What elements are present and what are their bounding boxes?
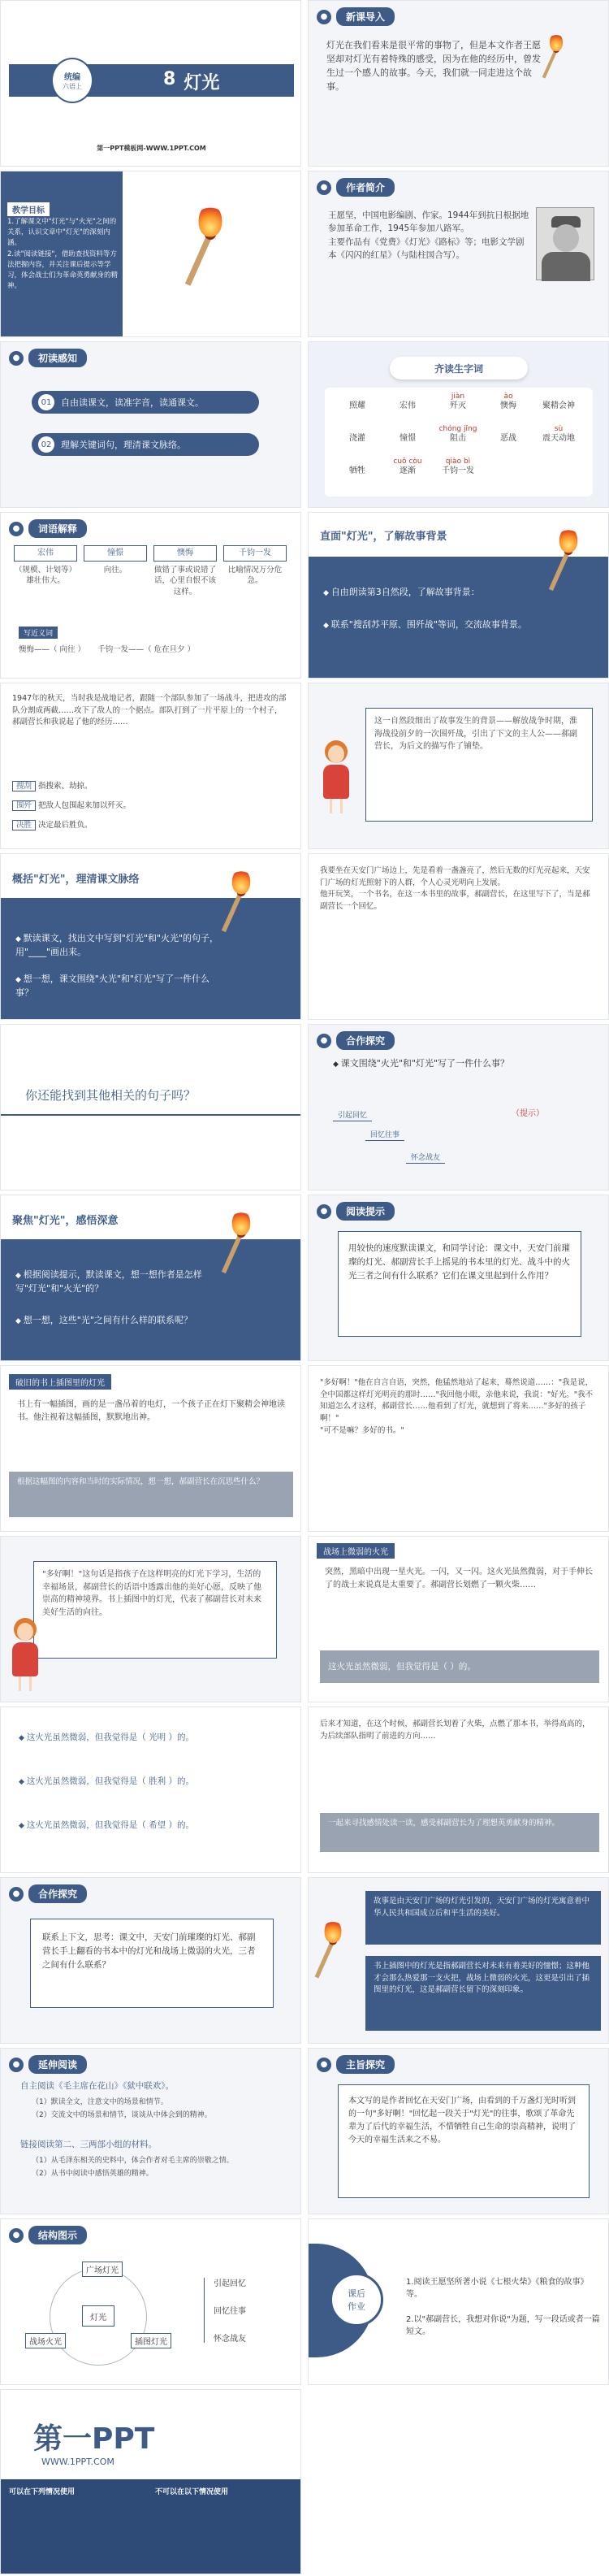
structure-label: 回忆往事 (214, 2307, 246, 2316)
tag-label: 阅读提示 (336, 1202, 395, 1221)
word-definition: 比喻情况万分危急。 (227, 566, 283, 586)
tip-text: 用较快的速度默读课文，和同学讨论：课文中，天安门前璀璨的灯光、郝副营长手上摇晃的书本里的灯光、战斗中的火光三者之间有什么联系？它们在课文里起到什么作用？ (348, 1243, 570, 1281)
bullet-text: ◆ 想一想，这些"光"之间有什么样的联系呢？ (15, 1314, 218, 1328)
theme-text: 本文写的是作者回忆在天安门广场，由看到的千万盏灯光时听到的一句"多好啊！"回忆起一段关于"灯光"的往事，歌颂了革命先辈为了后代的幸福生活，不惜牺牲自己生命的崇高精神，说明了今天的幸福生活来之不易。 (348, 2097, 576, 2144)
slide-extended-reading (0, 2048, 301, 2214)
goals-title: 教学目标 (7, 202, 50, 216)
homework-item: 2.以"郝副营长，我想对你说"为题，写一段话或者一篇短文。 (406, 2315, 600, 2336)
slide-illustration-light (0, 1365, 301, 1532)
slide-homework (308, 2218, 609, 2385)
slide-title: 概括"灯光"，理清课文脉络 (12, 874, 140, 886)
slide-fill-answers (0, 1706, 301, 1873)
word-card (153, 545, 217, 597)
pinyin (484, 425, 533, 434)
word-definition: 做错了事或说错了话，心里自恨不该这样。 (153, 566, 216, 596)
bullet-text: ◆ 联系"搜刮苏平原、围歼战"等词，交流故事背景。 (323, 618, 542, 632)
task-text: 自由读课文，读准字音，读通课文。 (61, 397, 204, 408)
structure-label: 怀念战友 (214, 2335, 246, 2344)
word: 震天动地 (542, 433, 575, 443)
slide-reading-tip (308, 1195, 609, 1361)
task-item (32, 433, 259, 456)
term-def: 决定最后胜负。 (38, 821, 93, 830)
pinyin (333, 425, 382, 434)
lesson-name: 灯光 (184, 73, 220, 93)
slide-word-explain (0, 512, 301, 679)
dot-icon: ● (317, 1204, 331, 1219)
passage-text: 书上有一幅插图，画的是一盏吊着的电灯，一个孩子正在灯下聚精会神地读书。他注视着这幅插图，默默地出神。 (17, 1400, 285, 1422)
reading-item: 链接阅读第二、三两部小组的材料。 (20, 2140, 157, 2149)
slide-title: 直面"灯光"，了解故事背景 (320, 531, 447, 543)
dot-icon: ● (9, 2228, 24, 2243)
question-text: 你还能找到其他相关的句子吗？ (25, 1088, 197, 1103)
dot-icon: ● (9, 522, 24, 536)
analysis-text: "多好啊！"这句话是指孩子在这样明亮的灯光下学习，生活的幸福场景，郝副营长的话语中透露出他的美好心愿，反映了他崇高的精神境界。书上插图中的灯光，代表了郝副营长对未来美好生活的向往。 (33, 1561, 277, 1659)
site-label: 第一PPT模板网-WWW.1PPT.COM (97, 145, 206, 152)
word: 宏伟 (400, 401, 416, 410)
slide-author (308, 171, 609, 337)
pinyin: cuō còu (393, 458, 422, 466)
word: 懊悔 (500, 401, 516, 410)
slide-goals (0, 171, 301, 337)
tip-box (338, 1231, 581, 1337)
word: 照耀 (349, 401, 365, 410)
word: 千钧一发 (442, 466, 474, 475)
vocab-title: 齐读生字词 (390, 357, 528, 379)
vocab-word (484, 392, 533, 411)
passage-text: 我要坐在天安门广场边上，先是看着一盏盏亮了，然后无数的灯光亮起来，天安门广场的灯光照射下的人群，个人心灵光明向上发展。 他开玩笑，一个书名，在这一本书里的故事，郝副营长，在这里写下了，当是郝副营长一个回忆。 (320, 866, 590, 912)
dot-icon: ● (9, 351, 24, 366)
vocab-word (534, 392, 583, 411)
bullet-text: ◆ 默读课文，找出文中写到"灯光"和"火光"的句子，用"____"画出来。 (15, 932, 227, 959)
section-tag (9, 1884, 87, 1903)
node: 战场火光 (25, 2333, 66, 2348)
slide-analysis-2 (0, 1536, 301, 1702)
dot-icon: ● (9, 2058, 24, 2072)
pinyin (534, 392, 583, 401)
prompt-text: 一起来寻找感情处读一读，感受郝副营长为了理想英勇献身的精神。 (320, 1813, 599, 1852)
analysis-text: 这一自然段细出了故事发生的背景——解放战争时期，淮海战役前夕的一次围歼战，引出了下文的主人公——郝副营长，为后文的描写作了铺垫。 (365, 708, 593, 822)
vocab-word (333, 392, 382, 411)
dot-icon: ● (317, 2058, 331, 2072)
slide-analysis-1 (308, 683, 609, 849)
teacher-illustration (320, 740, 352, 813)
section-tag (317, 7, 395, 26)
tag-label: 主旨探究 (336, 2055, 395, 2074)
section-tag (9, 349, 87, 367)
goals-text: 1.了解课文中"灯光"与"火光"之间的关系，认识文章中"灯光"的深刻内涵。 2.读"阅读链接"，借助查找资料等方法把握内容，并关注课后提示等学习，体会战士们为革命英勇献身的精神。 (7, 218, 119, 291)
passage-text: 突然，黑暗中出现一星火光。一闪，又一闪。这火光虽然微弱，对于手伸长了的战士来说真是太重要了。郝副营长划燃了一颗火柴…… (325, 1568, 593, 1589)
word: 歼灭 (450, 401, 466, 410)
vocab-word (383, 392, 432, 411)
section-tag (9, 2055, 87, 2074)
task-number: 01 (38, 394, 54, 410)
prompt-text: 这火光虽然微弱，但我觉得是（ ）的。 (320, 1650, 599, 1683)
grade-badge (51, 58, 93, 103)
slide-title (0, 0, 301, 167)
task-text: 理解关键词句，理清课文脉络。 (61, 440, 186, 450)
slide-summary (0, 853, 301, 1020)
term-row (12, 799, 131, 810)
bullet-text: ◆ 根据阅读提示，默读课文，想一想作者是怎样写"灯光"和"火光"的？ (15, 1268, 218, 1295)
author-text: 王愿坚，中国电影编剧、作家。1944年到抗日根据地参加革命工作，1945年参加八路军。 主要作品有《党费》《灯光》《路标》等；电影文学剧本《闪闪的红星》（与陆柱国合写）。 (328, 210, 529, 260)
answer-text: （提示） (512, 1109, 544, 1118)
pinyin: chóng jǐng (438, 425, 477, 433)
lesson-title (163, 69, 219, 94)
word-card (14, 545, 77, 587)
slide-title: 聚焦"灯光"，感悟深意 (12, 1215, 119, 1227)
task-number: 02 (38, 436, 54, 453)
word: 浇灌 (349, 433, 365, 443)
bullet-text: ◆ 想一想，课文围绕"火光"和"灯光"写了一件什么事？ (15, 973, 227, 1000)
slide-first-read (0, 341, 301, 508)
slide-structure (0, 2218, 301, 2385)
passage-text: 1947年的秋天，当时我是战地记者，跟随一个部队参加了一场战斗，把进攻的部队分割成两截……攻下了敌人的一个据点。部队打到了一片平原上的一个村子，郝副营长和我说起了他的经历…… (12, 694, 287, 727)
task-item (32, 391, 259, 414)
answer-item: ◆ 这火光虽然微弱，但我觉得是（ 胜利 ）的。 (19, 1776, 287, 1789)
term: 搜刮 (12, 781, 36, 791)
slide-theme (308, 2048, 609, 2214)
word-term: 懊悔 (153, 545, 217, 562)
tag-label: 结构图示 (28, 2226, 87, 2244)
pinyin: sù (554, 425, 564, 433)
footer-right: 不可以在以下情况使用 (155, 2488, 229, 2496)
answer-item: ◆ 这火光虽然微弱，但我觉得是（ 希望 ）的。 (19, 1819, 287, 1832)
slide-passage-2 (308, 853, 609, 1020)
word: 逐渐 (400, 466, 416, 475)
match-icon (230, 1210, 253, 1276)
word-card (84, 545, 147, 575)
pinyin (333, 392, 382, 401)
slide-vocab (308, 341, 609, 508)
reading-subitem: （1）从毛泽东相关的史料中，体会作者对毛主席的崇敬之情。 (32, 2157, 234, 2165)
word-card (223, 545, 287, 587)
vocab-word (333, 425, 382, 444)
question-box (30, 1919, 274, 2008)
structure-label: 引起回忆 (214, 2279, 246, 2288)
node: 广场灯光 (82, 2262, 123, 2277)
section-tag (9, 519, 87, 538)
theme-box (338, 2084, 590, 2198)
question-text: 联系上下文，思考：课文中，天安门前璀璨的灯光、郝副营长手上翻看的书本中的灯光和战场上微弱的火光，三者之间有什么联系？ (42, 1932, 256, 1970)
pinyin (383, 392, 432, 401)
slide-passage-4 (308, 1706, 609, 1873)
dot-icon: ● (317, 10, 331, 24)
word-term: 憧憬 (84, 545, 147, 562)
vocab-word (534, 425, 583, 444)
section-tag (317, 2055, 395, 2074)
reading-subitem: （2）从书中阅读中感悟英雄的精神。 (32, 2170, 153, 2178)
term-def: 把敌人包围起来加以歼灭。 (38, 801, 132, 810)
slide-focus (0, 1195, 301, 1361)
tag-label: 词语解释 (28, 519, 87, 538)
answer-block: 故事是由天安门广场的灯光引发的，天安门广场的灯光寓意着中华人民共和国成立后和平生活的美好。 (365, 1891, 601, 1945)
question-text: ◆ 课文围绕"火光"和"灯光"写了一件什么事？ (333, 1057, 577, 1071)
slide-title: 破旧的书上插图里的灯光 (9, 1374, 111, 1390)
word-term: 宏伟 (14, 545, 77, 562)
section-tag (317, 1202, 395, 1221)
term: 围歼 (12, 800, 36, 811)
word: 恶战 (500, 433, 516, 443)
dot-icon: ● (9, 1887, 24, 1902)
word-definition: （规模、计划等）雄壮伟大。 (14, 566, 76, 586)
step-label: 回忆往事 (365, 1129, 404, 1141)
dot-icon: ● (317, 180, 331, 195)
tag-label: 作者简介 (336, 178, 395, 197)
dot-icon: ● (317, 1034, 331, 1048)
teacher-illustration (9, 1618, 41, 1691)
passage-text: 后来才知道，在这个时候，郝副营长划着了火柴，点燃了那本书，举得高高的，为后续部队指明了前进的方向…… (320, 1720, 590, 1741)
center-node: 灯光 (82, 2305, 114, 2327)
slide-intro (308, 0, 609, 167)
slide-question (0, 1024, 301, 1190)
extra-text: 懊悔——（ 向往 ） 千钧一发——（ 危在旦夕 ） (19, 645, 196, 654)
tag-label: 合作探究 (336, 1031, 395, 1050)
homework-badge (330, 2273, 383, 2327)
vocab-word (434, 392, 482, 411)
pinyin (333, 458, 382, 466)
vocab-word (383, 425, 432, 444)
section-tag (317, 1031, 395, 1050)
reading-item: 自主阅读《毛主席在花山》《狱中联欢》。 (20, 2081, 174, 2091)
badge-sub: 六语上 (63, 83, 82, 90)
term-row (12, 818, 93, 830)
section-tag (9, 2226, 87, 2244)
brand-logo: 第一PPT (33, 2422, 155, 2456)
word: 牺牲 (349, 466, 365, 475)
slide-title: 战场上微弱的火光 (317, 1543, 395, 1559)
tag-label: 延伸阅读 (28, 2055, 87, 2074)
word: 阻击 (450, 433, 466, 443)
passage-text: "多好啊！"他在自言自语，突然，他猛然地站了起来，蓦然说道……："我是说，全中国都这样灯光明亮的那时……"我回他小眼，亲他来说，我说："好光。"我不知道怎么才这样，郝副营长……他看到了灯光，就想到了将来……"多好的孩子啊！" "可不是嘛？多好的书。" (320, 1378, 594, 1435)
pinyin: qiào bì (445, 458, 471, 466)
lesson-number: 8 (163, 69, 176, 89)
word-term: 千钧一发 (223, 545, 287, 562)
step-label: 怀念战友 (406, 1151, 445, 1164)
slide-background (308, 512, 609, 679)
reading-subitem: （1）默读全文，注意文中的场景和情节。 (32, 2098, 168, 2106)
slide-passage-1 (0, 683, 301, 849)
footer-left: 可以在下列情况使用 (9, 2488, 76, 2496)
slide-coop-2 (0, 1877, 301, 2044)
badge-label: 课后 (348, 2288, 365, 2299)
match-icon (230, 869, 253, 935)
reading-subitem: （2）交流文中的场景和情节，谈谈从中体会到的精神。 (32, 2111, 212, 2119)
badge-label: 统编 (64, 73, 80, 82)
slide-battle-light (308, 1536, 609, 1702)
match-icon (196, 205, 225, 289)
term-def: 指搜索、劫掠。 (38, 782, 93, 791)
pinyin (383, 425, 432, 434)
word: 憧憬 (400, 433, 416, 443)
term: 决胜 (12, 820, 36, 830)
vocab-word (434, 458, 482, 476)
tag-label: 合作探究 (28, 1884, 87, 1903)
tag-label: 初读感知 (28, 349, 87, 367)
word: 聚精会神 (542, 401, 575, 410)
pinyin: jiàn (451, 392, 465, 401)
match-icon (557, 527, 580, 593)
author-portrait (536, 207, 594, 280)
intro-text: 灯光在我们看来是很平常的事物了，但是本文作者王愿坚却对灯光有着特殊的感受，因为在他的经历中，曾发生过一个感人的故事。今天，我们就一同走进这个故事。 (326, 40, 541, 93)
section-tag (317, 178, 395, 197)
word-definition: 向往。 (103, 566, 127, 575)
homework-item: 1.阅读王愿坚所著小说《七根火柴》《粮食的故事》等。 (406, 2278, 589, 2299)
extra-title: 写近义词 (19, 627, 58, 639)
slide-answers-2 (308, 1877, 609, 2044)
tag-label: 新课导入 (336, 7, 395, 26)
slide-ad (0, 2389, 301, 2574)
brand-url: WWW.1PPT.COM (41, 2457, 114, 2467)
term-row (12, 779, 93, 791)
match-icon (322, 1919, 343, 1980)
vocab-word (484, 425, 533, 444)
vocab-word (383, 458, 432, 476)
bullet-text: ◆ 自由朗读第3自然段，了解故事背景： (323, 586, 542, 600)
badge-label: 作业 (348, 2301, 365, 2312)
prompt-text: 根据这幅图的内容和当时的实际情况，想一想，郝副营长在沉思些什么？ (9, 1472, 293, 1517)
vocab-word (333, 458, 382, 476)
answer-block: 书上插图中的灯光是指郝副营长对未来有着美好的憧憬；这种他才会那么热爱那一支火把，战场上微弱的火光，这更是引出了插图里的灯光，这是郝副营长留下的深刻印象。 (365, 1956, 601, 2031)
vocab-word (434, 425, 482, 444)
slide-passage-3 (308, 1365, 609, 1532)
step-label: 引起回忆 (333, 1109, 372, 1121)
slide-coop (308, 1024, 609, 1190)
match-icon (548, 33, 564, 80)
answer-item: ◆ 这火光虽然微弱，但我觉得是（ 光明 ）的。 (19, 1732, 287, 1745)
pinyin: ào (503, 392, 513, 401)
node: 插图灯光 (131, 2333, 171, 2348)
